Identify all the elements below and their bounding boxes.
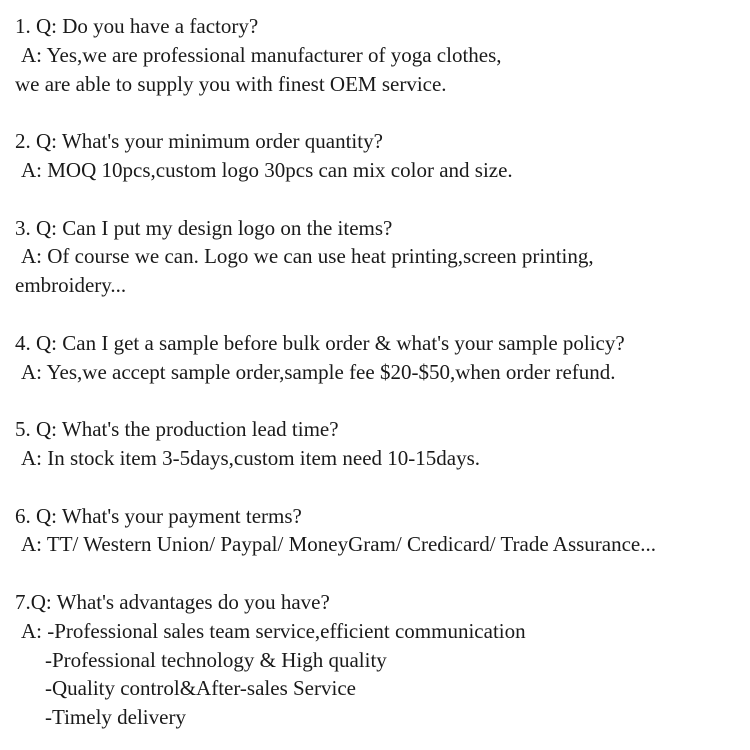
faq-answer-1-line-2: we are able to supply you with finest OEM service. xyxy=(15,71,447,96)
faq-spacer xyxy=(15,559,750,588)
faq-answer-7-line-2: -Professional technology & High quality xyxy=(45,647,387,672)
faq-question-2: 2. Q: What's your minimum order quantity? xyxy=(15,129,383,154)
faq-answer-3-line-1: A: Of course we can. Logo we can use heat printing,screen printing, xyxy=(21,244,594,269)
faq-answer-3-line-2: embroidery... xyxy=(15,273,127,298)
faq-answer-6-line-1: A: TT/ Western Union/ Paypal/ MoneyGram/ Credicard/ Trade Assurance... xyxy=(21,532,657,557)
faq-answer-2-line-1: A: MOQ 10pcs,custom logo 30pcs can mix color and size. xyxy=(21,157,513,182)
faq-question-1: 1. Q: Do you have a factory? xyxy=(15,14,259,38)
faq-spacer xyxy=(15,300,750,329)
faq-answer-5-line-1: A: In stock item 3-5days,custom item need 10-15days. xyxy=(21,445,480,470)
faq-question-6: 6. Q: What's your payment terms? xyxy=(15,503,302,528)
faq-answer-7-line-3: -Quality control&After-sales Service xyxy=(45,676,356,701)
faq-answer-1-line-1: A: Yes,we are professional manufacturer of yoga clothes, xyxy=(21,42,502,67)
faq-spacer xyxy=(15,473,750,502)
faq-question-5: 5. Q: What's the production lead time? xyxy=(15,417,339,442)
faq-document xyxy=(15,12,750,732)
faq-answer-4-line-1: A: Yes,we accept sample order,sample fee $20-$50,when order refund. xyxy=(21,359,616,384)
faq-spacer xyxy=(15,98,750,127)
faq-answer-7-line-4: -Timely delivery xyxy=(45,705,186,730)
faq-answer-7-line-1: A: -Professional sales team service,efficient communication xyxy=(21,618,526,643)
faq-spacer xyxy=(15,386,750,415)
faq-question-4: 4. Q: Can I get a sample before bulk order & what's your sample policy? xyxy=(15,330,625,355)
faq-spacer xyxy=(15,185,750,214)
faq-question-3: 3. Q: Can I put my design logo on the items? xyxy=(15,215,393,240)
faq-question-7: 7.Q: What's advantages do you have? xyxy=(15,589,330,614)
